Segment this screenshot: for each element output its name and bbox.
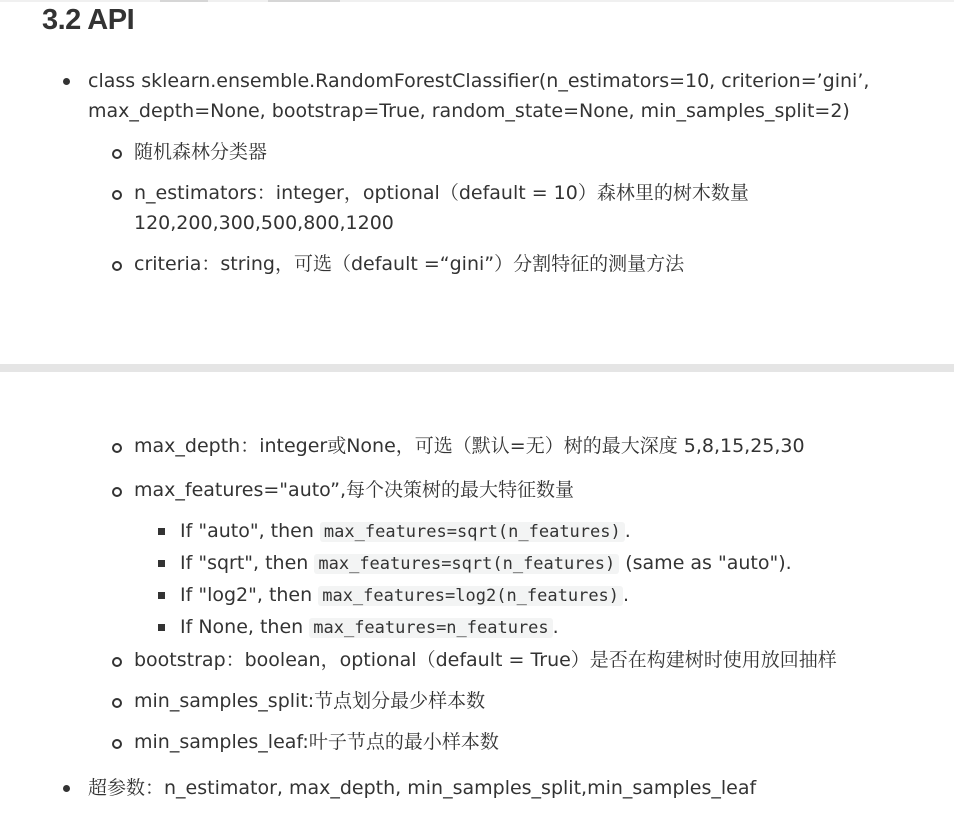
n-estimators-item-line2: 120,200,300,500,800,1200: [134, 212, 394, 234]
criteria-item: criteria：string，可选（default =“gini”）分割特征的测量方法: [134, 253, 685, 275]
top-border-segment: [268, 0, 340, 2]
min-samples-leaf-item: min_samples_leaf:叶子节点的最小样本数: [134, 731, 499, 753]
bullet-square: [158, 560, 165, 567]
subitem-text: If "auto", then: [180, 520, 320, 542]
bullet-circle: [112, 190, 122, 200]
hyperparameters-item: 超参数：n_estimator, max_depth, min_samples_split,min_samples_leaf: [88, 777, 757, 799]
subitem-text: If "log2", then: [180, 584, 319, 606]
top-border-segment: [160, 0, 208, 2]
bullet-circle: [112, 657, 122, 667]
subitem-text: If None, then: [180, 616, 310, 638]
bullet-circle: [112, 739, 122, 749]
bullet-circle: [112, 487, 122, 497]
bullet-circle: [112, 149, 122, 159]
inline-code: max_features=n_features: [309, 618, 552, 638]
bullet-circle: [112, 261, 122, 271]
top-border: [0, 0, 954, 2]
subitem-text: .: [623, 584, 630, 606]
features-subitem: [180, 516, 631, 547]
class-signature-line1: class sklearn.ensemble.RandomForestClassifier(n_estimators=10, criterion=’gini’,: [88, 70, 870, 92]
page-divider: [0, 364, 954, 372]
class-signature-line2: max_depth=None, bootstrap=True, random_state=None, min_samples_split=2): [88, 100, 850, 122]
inline-code: max_features=log2(n_features): [318, 586, 623, 606]
subitem-text: (same as "auto").: [619, 552, 792, 574]
features-subitem: [180, 580, 629, 611]
bullet-disc: [63, 785, 70, 792]
subitem-text: .: [624, 520, 631, 542]
bullet-square: [158, 528, 165, 535]
max-depth-item: max_depth：integer或None，可选（默认=无）树的最大深度 5,8,15,25,30: [134, 435, 805, 457]
bullet-square: [158, 624, 165, 631]
features-subitem: [180, 612, 559, 643]
max-features-item: max_features="auto”,每个决策树的最大特征数量: [134, 479, 575, 501]
bullet-circle: [112, 443, 122, 453]
bullet-square: [158, 592, 165, 599]
min-samples-split-item: min_samples_split:节点划分最少样本数: [134, 690, 486, 712]
features-subitem: [180, 548, 792, 579]
inline-code: max_features=sqrt(n_features): [314, 554, 619, 574]
bullet-circle: [112, 698, 122, 708]
bootstrap-item: bootstrap：boolean，optional（default = True）是否在构建树时使用放回抽样: [134, 649, 837, 671]
section-heading: 3.2 API: [42, 4, 135, 36]
bullet-disc: [63, 78, 70, 85]
description-item: 随机森林分类器: [134, 141, 268, 163]
inline-code: max_features=sqrt(n_features): [320, 522, 625, 542]
subitem-text: .: [552, 616, 559, 638]
n-estimators-item-line1: n_estimators：integer，optional（default = 10）森林里的树木数量: [134, 182, 749, 204]
subitem-text: If "sqrt", then: [180, 552, 315, 574]
